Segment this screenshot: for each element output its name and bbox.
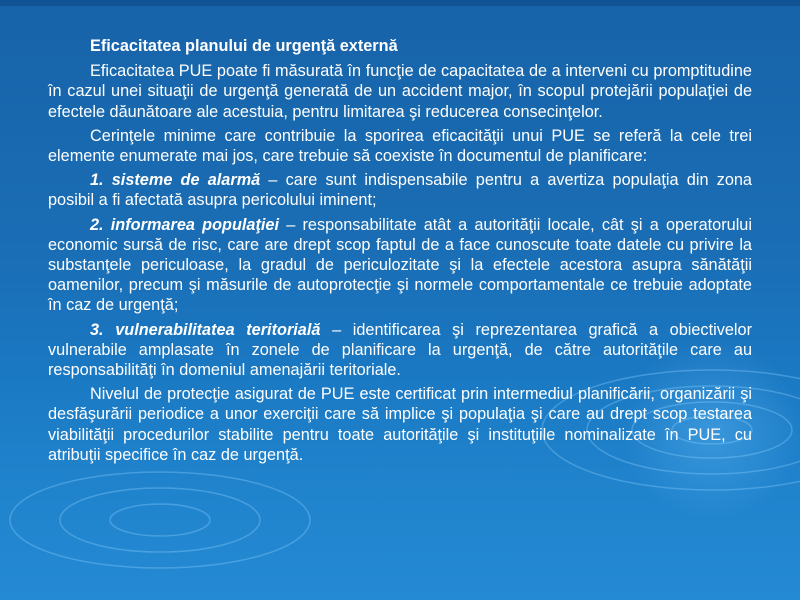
list-item-public-information-text: – responsabilitate atât a autorităţii locale, cât şi a operatorului economic sursă de risc, care are drept scop faptul de a face cunoscute toate datele cu privire la substanţele periculoase, la gradul de periculozitate şi la efectele acestora asupra sănătăţii oamenilor, precum şi măsurile de autoprotecţie şi normele comportamentale ce trebuie adoptate în caz de urgenţă; bbox=[48, 215, 752, 315]
paragraph-protection-level bbox=[48, 384, 752, 465]
paragraph-1 bbox=[48, 61, 752, 122]
list-item-public-information bbox=[48, 215, 752, 316]
slide-title: Eficacitatea planului de urgenţă externă bbox=[90, 37, 398, 55]
list-item-territorial-vulnerability-term: 3. vulnerabilitatea teritorială bbox=[90, 320, 321, 339]
paragraph-2 bbox=[48, 126, 752, 166]
list-item-public-information-term: 2. informarea populaţiei bbox=[90, 215, 280, 234]
list-item-territorial-vulnerability-text: – identificarea şi reprezentarea grafică a obiectivelor vulnerabile amplasate în zonele de planificare la urgenţă, de către autorităţile care au responsabilităţi în domeniul amenajării teritoriale. bbox=[48, 320, 752, 380]
slide-content bbox=[48, 36, 752, 469]
paragraph-protection-level-text: Nivelul de protecţie asigurat de PUE este certificat prin intermediul planificării, organizării şi desfăşurării periodice a unor exerciţii care să implice şi populaţia şi care au drept scop testarea viabilităţii procedurilor stabilite pentru toate autorităţile şi instituţiile nominalizate în PUE, cu atribuţii specifice în caz de urgenţă. bbox=[48, 385, 752, 464]
paragraph-2-text: Cerinţele minime care contribuie la sporirea eficacităţii unui PUE se referă la cele trei elemente enumerate mai jos, care trebuie să coexiste în documentul de planificare: bbox=[48, 126, 752, 166]
list-item-territorial-vulnerability bbox=[48, 320, 752, 381]
paragraph-1-text: Eficacitatea PUE poate fi măsurată în funcţie de capacitatea de a interveni cu promptitudine în cazul unei situaţii de urgenţă generată de un accident major, în scopul protejării populaţiei de efectele dăunătoare ale acestuia, pentru limitarea şi reducerea consecinţelor. bbox=[48, 62, 752, 121]
list-item-alarm-systems-term: 1. sisteme de alarmă bbox=[90, 171, 261, 190]
list-item-alarm-systems-text: – care sunt indispensabile pentru a avertiza populaţia din zona posibil a fi afectată asupra pericolului iminent; bbox=[48, 171, 752, 210]
list-item-alarm-systems bbox=[48, 170, 752, 210]
